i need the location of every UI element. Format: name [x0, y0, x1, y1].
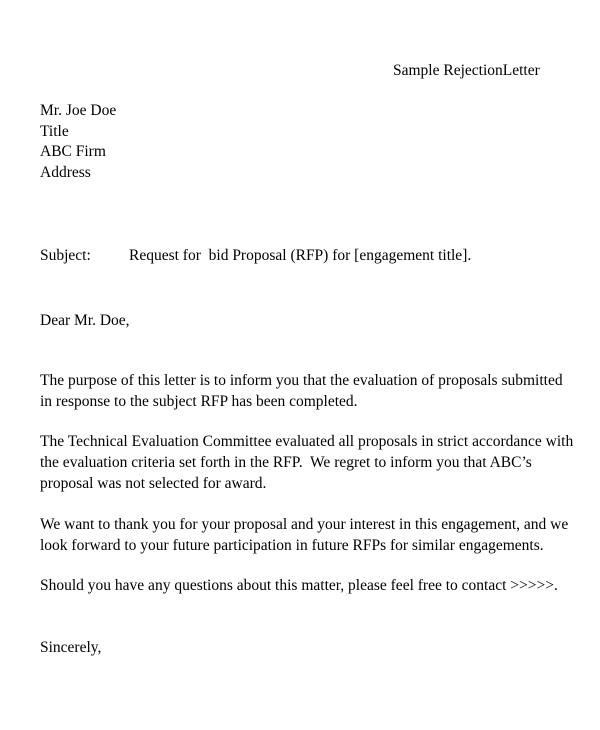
subject-line [40, 245, 471, 266]
recipient-address-block [40, 101, 116, 183]
subject-label: Subject: [40, 247, 91, 264]
paragraph-evaluation-complete: The purpose of this letter is to inform you that the evaluation of proposals submitted in response to the subject RFP has been completed. [40, 372, 563, 410]
recipient-title: Title [40, 122, 69, 140]
paragraph-not-selected: The Technical Evaluation Committee evaluated all proposals in strict accordance with the evaluation criteria set forth in the RFP. We regret to inform you that ABC’s proposal was not selected for award. [40, 433, 578, 492]
paragraph-thank-you: We want to thank you for your proposal and your interest in this engagement, and we look forward to your future participation in future RFPs for similar engagements. [40, 516, 569, 554]
recipient-name: Mr. Joe Doe [40, 102, 117, 119]
closing: Sincerely, [40, 639, 102, 656]
document-title: Sample RejectionLetter [393, 62, 540, 79]
subject-text: Request for bid Proposal (RFP) for [engagement title]. [129, 247, 472, 264]
recipient-firm: ABC Firm [40, 143, 106, 160]
salutation: Dear Mr. Doe, [40, 312, 130, 329]
paragraph-contact: Should you have any questions about this matter, please feel free to contact >>>>>. [40, 577, 558, 594]
recipient-address: Address [40, 163, 91, 181]
